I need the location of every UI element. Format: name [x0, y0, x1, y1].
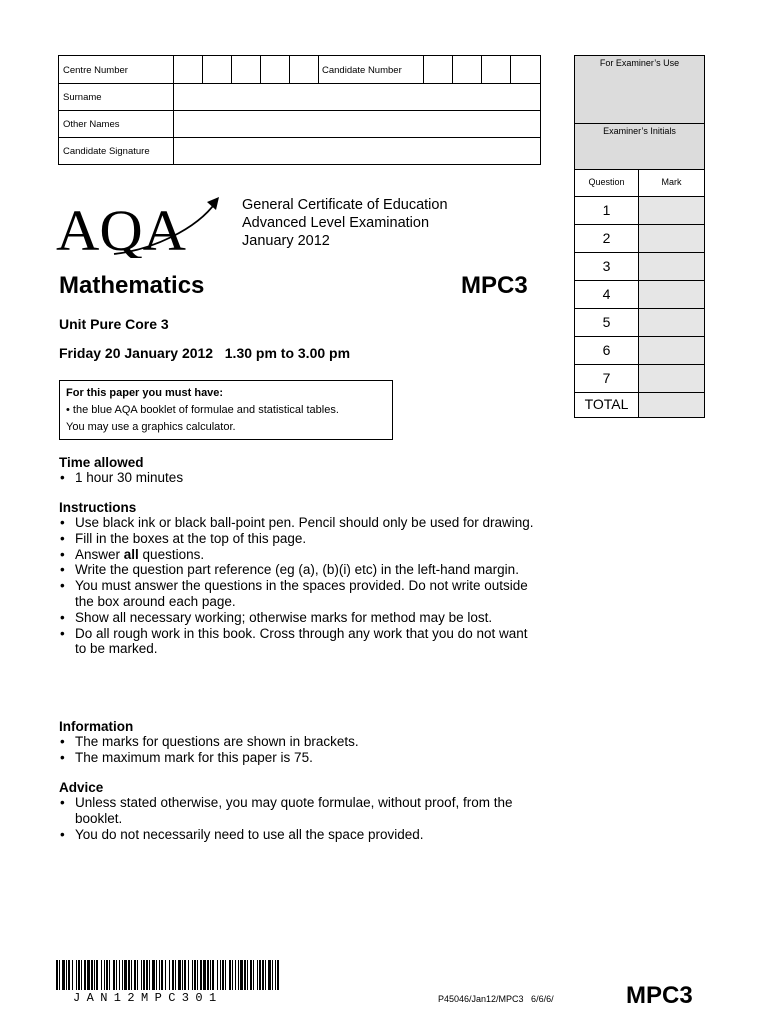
- question-row-3: [575, 253, 704, 281]
- section-title: Advice: [59, 780, 104, 795]
- total-mark-cell[interactable]: [639, 393, 704, 417]
- other-names-field[interactable]: [173, 111, 540, 137]
- question-number: 7: [575, 365, 638, 393]
- section-title: Instructions: [59, 500, 137, 515]
- question-row-6: [575, 337, 704, 365]
- paper-code: MPC3: [461, 272, 528, 299]
- mark-cell[interactable]: [639, 225, 704, 253]
- list-item: • Unless stated otherwise, you may quote formulae, without proof, from the booklet.: [59, 795, 539, 827]
- list-item: • Write the question part reference (eg (a), (b)(i) etc) in the left-hand margin.: [59, 562, 539, 578]
- question-number: 4: [575, 281, 638, 309]
- section-title: Information: [59, 719, 134, 734]
- barcode: [56, 960, 280, 990]
- materials-item: • the blue AQA booklet of formulae and statistical tables.: [66, 404, 339, 416]
- candidate-signature-label: Candidate Signature: [63, 146, 150, 157]
- barcode-text: JAN12MPC301: [73, 991, 223, 1005]
- surname-row: [59, 84, 540, 111]
- qualification-line-1: General Certificate of Education: [242, 197, 448, 213]
- mark-cell[interactable]: [639, 365, 704, 393]
- examiners-initials-label: Examiner’s Initials: [603, 126, 676, 136]
- centre-candidate-number-row: [59, 56, 540, 84]
- list-item: • The marks for questions are shown in brackets.: [59, 734, 539, 750]
- total-label: TOTAL: [575, 393, 638, 417]
- qualification-line-2: Advanced Level Examination: [242, 215, 430, 231]
- surname-label: Surname: [63, 92, 102, 103]
- list-item: • The maximum mark for this paper is 75.: [59, 750, 539, 766]
- question-header: Question: [588, 177, 625, 187]
- list-item: • Fill in the boxes at the top of this page.: [59, 531, 539, 547]
- subject-title: Mathematics: [59, 272, 205, 299]
- list-item: • Do all rough work in this book. Cross through any work that you do not want to be marked.: [59, 626, 539, 658]
- centre-number-boxes[interactable]: [173, 56, 319, 83]
- question-number: 5: [575, 309, 638, 337]
- list-item: • Use black ink or black ball-point pen. Pencil should only be used for drawing.: [59, 515, 539, 531]
- mark-header: Mark: [661, 177, 682, 187]
- mark-cell[interactable]: [639, 309, 704, 337]
- exam-session: January 2012: [242, 233, 330, 249]
- qualification-header: [242, 196, 448, 250]
- question-number: 1: [575, 197, 638, 225]
- list-item: • You must answer the questions in the spaces provided. Do not write outside the box around each page.: [59, 578, 539, 610]
- question-row-4: [575, 281, 704, 309]
- mark-cell[interactable]: [639, 337, 704, 365]
- list-item: • Show all necessary working; otherwise marks for method may be lost.: [59, 610, 539, 626]
- list-item: • Answer all questions.: [59, 547, 539, 563]
- mark-cell[interactable]: [639, 281, 704, 309]
- exam-datetime: Friday 20 January 2012 1.30 pm to 3.00 pm: [59, 345, 351, 361]
- other-names-row: [59, 111, 540, 138]
- information-section: [59, 719, 539, 766]
- question-row-5: [575, 309, 704, 337]
- bullet-icon: •: [66, 404, 70, 416]
- mark-cell[interactable]: [639, 197, 704, 225]
- candidate-number-boxes[interactable]: [423, 56, 542, 83]
- examiner-header-row: [575, 170, 704, 196]
- section-title: Time allowed: [59, 455, 144, 470]
- question-number: 6: [575, 337, 638, 365]
- candidate-details-table: [58, 55, 541, 165]
- aqa-logo-text: AQA: [56, 198, 187, 258]
- for-examiners-use-label: For Examiner’s Use: [599, 58, 680, 68]
- calculator-note: You may use a graphics calculator.: [66, 421, 236, 433]
- materials-heading: For this paper you must have:: [66, 387, 224, 399]
- question-number: 2: [575, 225, 638, 253]
- materials-box: [59, 380, 393, 440]
- aqa-logo: [56, 192, 226, 258]
- candidate-signature-field[interactable]: [173, 138, 540, 164]
- unit-title: Unit Pure Core 3: [59, 316, 169, 332]
- question-number: 3: [575, 253, 638, 281]
- other-names-label: Other Names: [63, 119, 120, 130]
- paper-reference: P45046/Jan12/MPC3 6/6/6/: [438, 994, 554, 1004]
- list-item: • You do not necessarily need to use all the space provided.: [59, 827, 539, 843]
- mark-cell[interactable]: [639, 253, 704, 281]
- surname-field[interactable]: [173, 84, 540, 110]
- time-allowed-section: [59, 455, 539, 486]
- question-row-2: [575, 225, 704, 253]
- list-item: • 1 hour 30 minutes: [59, 470, 539, 486]
- advice-section: [59, 780, 539, 842]
- signature-row: [59, 138, 540, 164]
- question-row-1: [575, 197, 704, 225]
- question-row-7: [575, 365, 704, 393]
- instructions-section: [59, 500, 539, 657]
- total-row: [575, 393, 704, 417]
- candidate-number-label: Candidate Number: [322, 65, 402, 76]
- footer-paper-code: MPC3: [626, 982, 693, 1009]
- centre-number-label: Centre Number: [63, 65, 128, 76]
- examiner-use-table: [574, 55, 705, 418]
